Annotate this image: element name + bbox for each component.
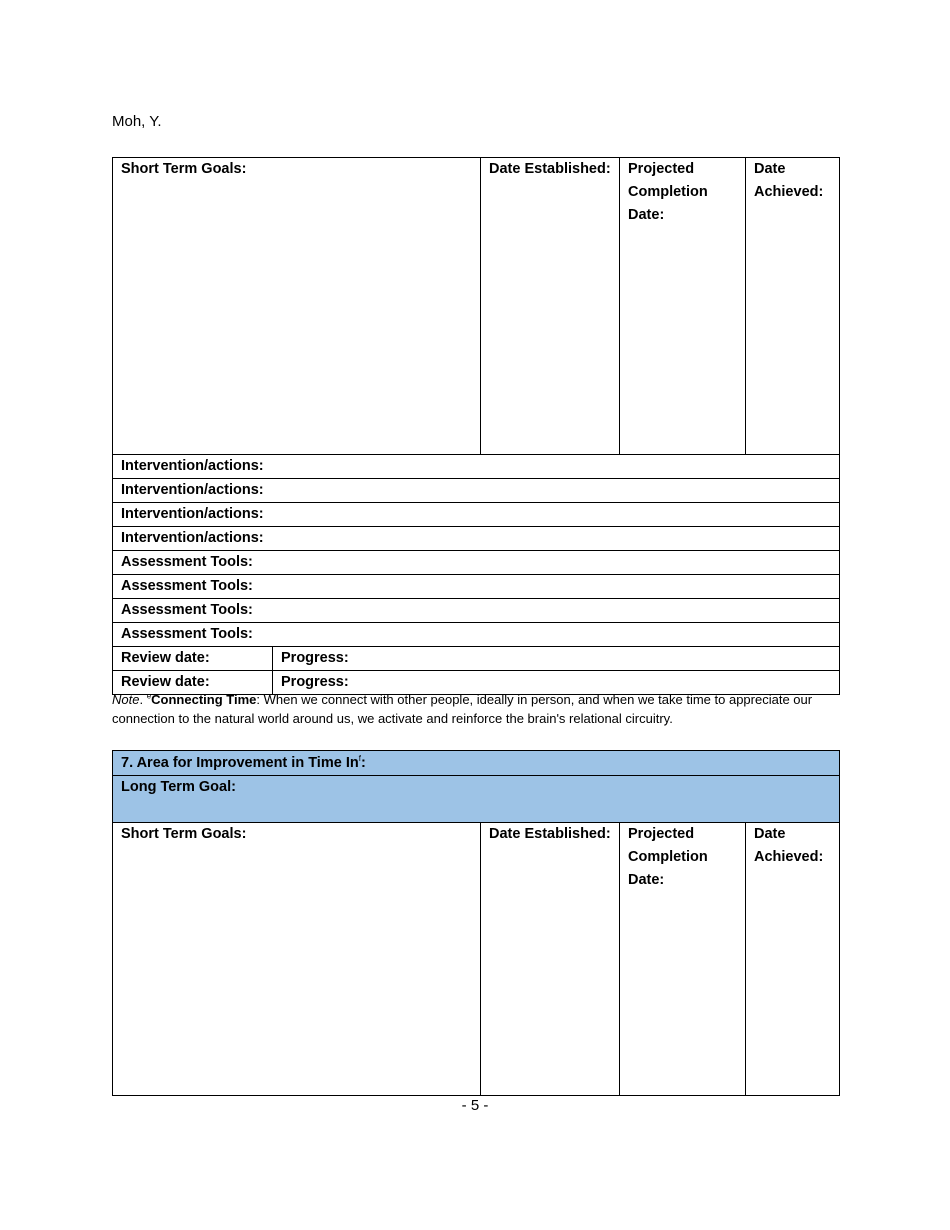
goal-header-row: [113, 158, 840, 455]
review-date-field[interactable]: Review date:: [113, 647, 273, 671]
assessment-tools-field[interactable]: Assessment Tools:: [113, 551, 840, 575]
short-term-goals-cell[interactable]: Short Term Goals:: [113, 158, 481, 455]
note-label: Note: [112, 692, 140, 707]
area-footnote-marker: f: [358, 754, 361, 764]
intervention-row: [113, 479, 840, 503]
area-title-cell: [113, 751, 840, 776]
date-established-cell[interactable]: Date Established:: [481, 823, 620, 1096]
assessment-row: [113, 599, 840, 623]
progress-field[interactable]: Progress:: [273, 671, 840, 695]
date-achieved-cell[interactable]: Date Achieved:: [746, 158, 840, 455]
assessment-row: [113, 623, 840, 647]
date-established-cell[interactable]: Date Established:: [481, 158, 620, 455]
assessment-tools-field[interactable]: Assessment Tools:: [113, 623, 840, 647]
note-footnote-marker: e: [146, 691, 152, 701]
area-title-suffix: :: [360, 755, 366, 771]
short-term-goals-cell[interactable]: Short Term Goals:: [113, 823, 481, 1096]
long-term-goal-field[interactable]: Long Term Goal:: [113, 776, 840, 823]
projected-completion-cell[interactable]: Projected Completion Date:: [620, 158, 746, 455]
intervention-actions-field[interactable]: Intervention/actions:: [113, 455, 840, 479]
running-head: Moh, Y.: [112, 113, 162, 130]
note-term: Connecting Time: [151, 692, 257, 707]
goals-table-1: [112, 157, 840, 695]
date-achieved-cell[interactable]: Date Achieved:: [746, 823, 840, 1096]
assessment-tools-field[interactable]: Assessment Tools:: [113, 599, 840, 623]
area-title: 7. Area for Improvement in Time In: [121, 755, 359, 771]
goals-table-2: [112, 750, 840, 1096]
intervention-row: [113, 455, 840, 479]
intervention-actions-field[interactable]: Intervention/actions:: [113, 503, 840, 527]
intervention-actions-field[interactable]: Intervention/actions:: [113, 479, 840, 503]
note-punct: .: [139, 692, 147, 707]
assessment-tools-field[interactable]: Assessment Tools:: [113, 575, 840, 599]
table-note: [112, 690, 852, 728]
page-number: - 5 -: [461, 1097, 489, 1114]
intervention-row: [113, 503, 840, 527]
intervention-row: [113, 527, 840, 551]
assessment-row: [113, 551, 840, 575]
note-text: : When we connect with other people, ideally in person, and when we take time to appreciate our connection to the natural world around us, we activate and reinforce the brain's relational circuitry.: [112, 692, 813, 726]
progress-field[interactable]: Progress:: [273, 647, 840, 671]
intervention-actions-field[interactable]: Intervention/actions:: [113, 527, 840, 551]
long-term-goal-row: [113, 776, 840, 823]
goal-header-row: [113, 823, 840, 1096]
review-row: [113, 647, 840, 671]
projected-completion-cell[interactable]: Projected Completion Date:: [620, 823, 746, 1096]
area-header-row: [113, 751, 840, 776]
assessment-row: [113, 575, 840, 599]
review-date-field[interactable]: Review date:: [113, 671, 273, 695]
